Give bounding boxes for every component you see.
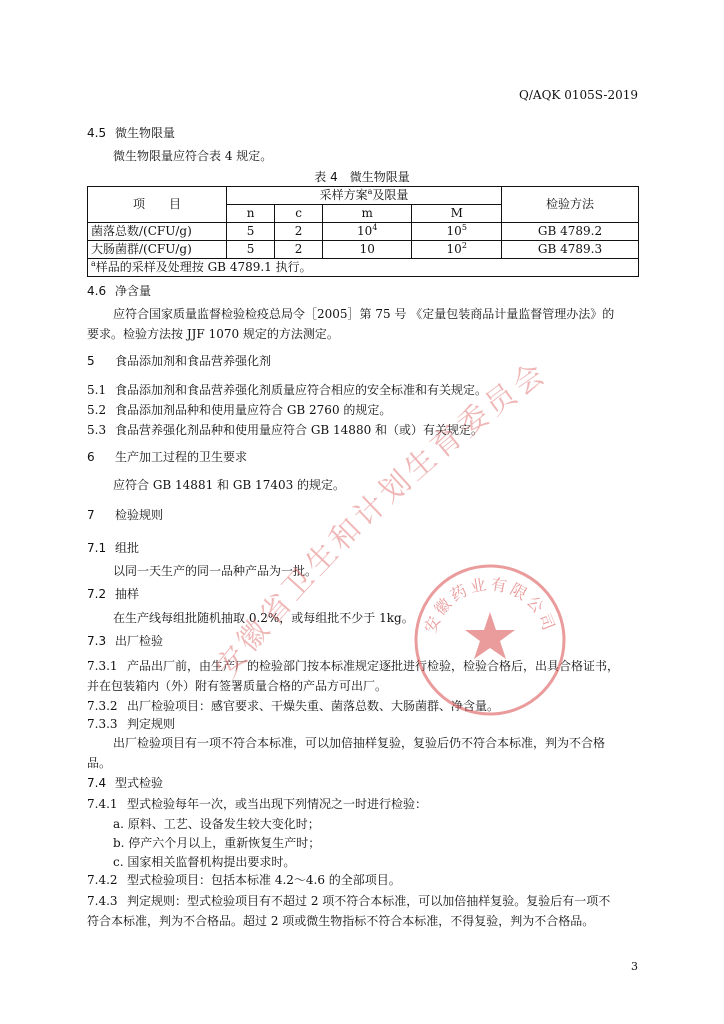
row-method: GB 4789.3 xyxy=(502,241,639,259)
section-7-1-heading: 7.1 组批 xyxy=(87,541,140,555)
section-7-4-1: 7.4.1 型式检验每年一次，或当出现下列情况之一时进行检验： xyxy=(87,797,428,811)
col-header-method: 检验方法 xyxy=(502,187,639,223)
section-4-5-heading xyxy=(87,124,638,142)
section-7-3-1-line2: 并在包装箱内（外）附有签署质量合格的产品方可出厂。 xyxy=(87,679,388,693)
row-m: $10^4$ xyxy=(323,223,412,241)
section-5-2: 5.2 食品添加剂品种和使用量应符合 GB 2760 的规定。 xyxy=(87,403,392,417)
section-7-3-3-line1: 出厂检验项目有一项不符合本标准，可以加倍抽样复验，复验后仍不符合本标准，判为不合格 xyxy=(113,736,606,750)
section-5-heading: 5 食品添加剂和食品营养强化剂 xyxy=(87,354,272,368)
row-c: 2 xyxy=(275,223,323,241)
section-7-3-1-line1: 7.3.1 产品出厂前，由生产厂的检验部门按本标准规定逐批进行检验，检验合格后，出具合格证书， xyxy=(87,659,620,673)
section-4-6-heading: 4.6 净含量 xyxy=(87,284,152,298)
list-item: a. 原料、工艺、设备发生较大变化时； xyxy=(113,817,320,831)
table-caption: 表 4 微生物限量 xyxy=(314,170,410,184)
sub-header-M: M xyxy=(412,205,502,223)
row-n: 5 xyxy=(227,223,275,241)
col-header-item: 项 目 xyxy=(88,187,227,223)
section-7-1-text: 以同一天生产的同一品种产品为一批。 xyxy=(113,564,318,578)
standard-code: Q/AQK 0105S-2019 xyxy=(519,88,638,102)
section-7-heading: 7 检验规则 xyxy=(87,508,164,522)
section-4-6-line2: 要求。检验方法按 JJF 1070 规定的方法测定。 xyxy=(87,327,339,341)
section-7-3-2: 7.3.2 出厂检验项目：感官要求、干燥失重、菌落总数、大肠菌群、净含量。 xyxy=(87,699,500,713)
section-7-2-heading: 7.2 抽样 xyxy=(87,587,140,601)
section-7-4-3-line2: 符合本标准，判为不合格品。超过 2 项或微生物指标不符合本标准，不得复验，判为不合格品。 xyxy=(87,914,595,928)
row-m: 10 xyxy=(323,241,412,259)
watermark-text: 安徽省卫生和计划生育委员会 xyxy=(208,354,555,685)
section-7-3-heading: 7.3 出厂检验 xyxy=(87,634,164,648)
section-7-3-3-heading: 7.3.3 判定规则 xyxy=(87,717,176,731)
section-5-1: 5.1 食品添加剂和食品营养强化剂质量应符合相应的安全标准和有关规定。 xyxy=(87,383,488,397)
section-7-2-text: 在生产线每组批随机抽取 0.2%，或每组批不少于 1kg。 xyxy=(113,611,414,625)
section-4-6-line1: 应符合国家质量监督检验检疫总局令［2005］第 75 号 《定量包装商品计量监督管理办法》的 xyxy=(113,307,615,321)
row-M: $10^2$ xyxy=(412,241,502,259)
col-header-plan: 采样方案$^a$及限量 xyxy=(227,187,502,205)
section-6-heading: 6 生产加工过程的卫生要求 xyxy=(87,450,248,464)
section-5-3: 5.3 食品营养强化剂品种和使用量应符合 GB 14880 和（或）有关规定。 xyxy=(87,423,484,437)
section-number: 4.5 xyxy=(87,126,107,140)
table-row xyxy=(88,223,639,241)
seal-text: 安徽药业有限公司 xyxy=(420,574,560,636)
table-note: $^a$样品的采样及处理按 GB 4789.1 执行。 xyxy=(88,259,639,277)
section-7-3-3-line2: 品。 xyxy=(87,756,112,770)
list-item: c. 国家相关监督机构提出要求时。 xyxy=(113,855,296,869)
row-item: 大肠菌群/(CFU/g) xyxy=(88,241,227,259)
table-row xyxy=(88,241,639,259)
sub-header-n: n xyxy=(227,205,275,223)
sub-header-m: m xyxy=(323,205,412,223)
row-n: 5 xyxy=(227,241,275,259)
list-item: b. 停产六个月以上，重新恢复生产时； xyxy=(113,836,321,850)
section-6-text: 应符合 GB 14881 和 GB 17403 的规定。 xyxy=(113,478,346,492)
section-title: 微生物限量 xyxy=(115,126,176,140)
microbial-limit-table xyxy=(87,186,639,277)
row-method: GB 4789.2 xyxy=(502,223,639,241)
row-M: $10^5$ xyxy=(412,223,502,241)
row-c: 2 xyxy=(275,241,323,259)
row-item: 菌落总数/(CFU/g) xyxy=(88,223,227,241)
section-7-4-2: 7.4.2 型式检验项目：包括本标准 4.2～4.6 的全部项目。 xyxy=(87,873,401,887)
page-number: 3 xyxy=(631,960,638,973)
section-7-4-3-line1: 7.4.3 判定规则：型式检验项目有不超过 2 项不符合本标准，可以加倍抽样复验。复验后有一项不 xyxy=(87,894,611,908)
section-7-4-heading: 7.4 型式检验 xyxy=(87,776,164,790)
sub-header-c: c xyxy=(275,205,323,223)
section-4-5-text: 微生物限量应符合表 4 规定。 xyxy=(113,149,273,163)
